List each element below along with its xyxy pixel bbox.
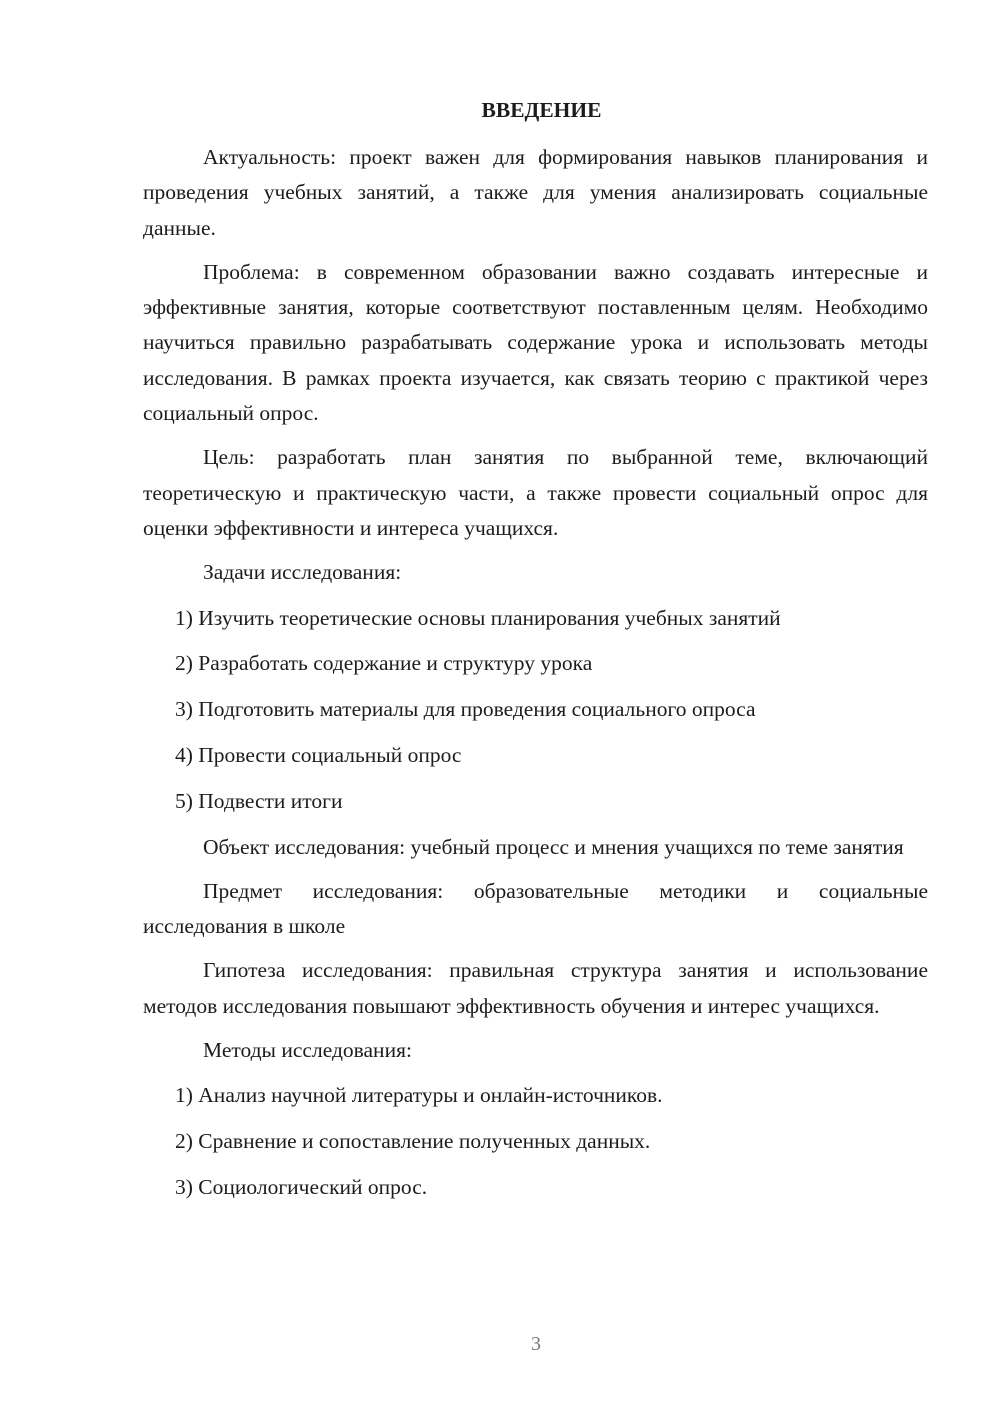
subject-paragraph: Предмет исследования: образовательные методики и социальные исследования в школе [143, 878, 928, 939]
page-title: ВВЕДЕНИЕ [481, 98, 602, 122]
list-item: 4) Провести социальный опрос [175, 742, 462, 767]
tasks-heading: Задачи исследования: [203, 560, 402, 585]
list-item: 2) Сравнение и сопоставление полученных данных. [175, 1129, 651, 1154]
list-item: 3) Социологический опрос. [175, 1174, 428, 1199]
methods-list [143, 1078, 928, 1205]
page-number: 3 [531, 1333, 541, 1355]
relevance-paragraph: Актуальность: проект важен для формирования навыков планирования и проведения учебных занятий, а также для умения анализировать социальные данные. [143, 145, 928, 240]
goal-paragraph: Цель: разработать план занятия по выбранной теме, включающий теоретическую и практическую части, а также провести социальный опрос для оценки эффективности и интереса учащихся. [143, 445, 928, 540]
document-page [143, 93, 928, 1216]
tasks-list [143, 601, 928, 819]
object-paragraph: Объект исследования: учебный процесс и мнения учащихся по теме занятия [203, 834, 904, 859]
list-item: 2) Разработать содержание и структуру урока [175, 651, 593, 676]
list-item: 5) Подвести итоги [175, 788, 343, 813]
problem-paragraph: Проблема: в современном образовании важно создавать интересные и эффективные занятия, которые соответствуют поставленным целям. Необходимо научиться правильно разрабатывать содержание урока и использовать методы исследования. В рамках проекта изучается, как связать теорию с практикой через социальный опрос. [143, 259, 928, 426]
list-item: 1) Изучить теоретические основы планирования учебных занятий [175, 605, 781, 630]
list-item: 1) Анализ научной литературы и онлайн-источников. [175, 1083, 663, 1108]
hypothesis-paragraph: Гипотеза исследования: правильная структура занятия и использование методов исследования повышают эффективность обучения и интерес учащихся. [143, 958, 928, 1018]
list-item: 3) Подготовить материалы для проведения социального опроса [175, 697, 756, 722]
methods-heading: Методы исследования: [203, 1038, 412, 1063]
